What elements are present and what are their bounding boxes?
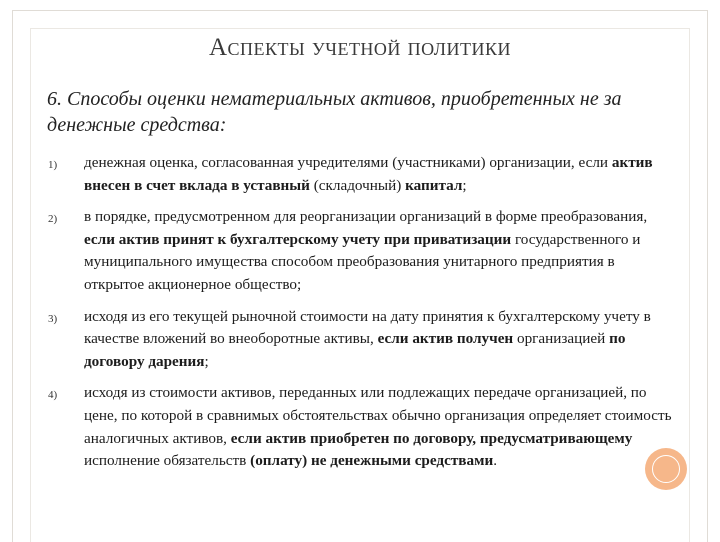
list-item-3 (48, 306, 678, 374)
list-item-4 (48, 382, 678, 472)
text-run: исходя из стоимости активов, переданных или подлежащих передаче организацией, по цене, по которой в сравнимых обстоятельствах обычно организация определяет стоимость аналогичных активов, (84, 384, 672, 447)
text-run-bold: капитал (405, 176, 463, 194)
item-text (84, 308, 651, 370)
item-text (84, 208, 647, 293)
list-item-number: 1) (48, 159, 58, 171)
text-run: государственного и муниципального имущества способом преобразования унитарного предприятия в открытое акционерное общество; (84, 230, 641, 293)
text-run: (складочный) (309, 176, 406, 194)
slide-subtitle: 6. Способы оценки нематериальных активов, приобретенных не за денежные средства: (47, 88, 622, 136)
text-run: в порядке, предусмотренном для реорганизации организаций в форме преобразования, (84, 208, 648, 226)
text-run: исполнение обязательств (84, 452, 251, 470)
list-item-1 (48, 152, 678, 197)
text-run: . (493, 452, 497, 470)
text-run-bold: по договору дарения (84, 330, 626, 370)
list-item-number: 3) (48, 312, 58, 325)
item-text (84, 154, 653, 194)
methods-list (48, 152, 678, 482)
text-run-bold: актив внесен в счет вклада в уставный (84, 154, 653, 194)
list-item-number: 2) (48, 213, 58, 226)
text-run-bold: если актив принят к бухгалтерскому учету при приватизации (84, 230, 512, 248)
text-run: организацией (513, 330, 610, 348)
text-run: ; (462, 176, 467, 194)
item-text (84, 384, 672, 469)
decorative-circle-ring (652, 455, 680, 483)
text-run: денежная оценка, согласованная учредителями (участниками) организации, если (84, 154, 612, 171)
list-item-number: 4) (48, 389, 58, 402)
text-run: ; (204, 352, 209, 370)
list-item-2 (48, 206, 678, 296)
text-run: исходя из его текущей рыночной стоимости на дату принятия к бухгалтерскому учету в качестве вложений во внеоборотные активы, (84, 307, 651, 348)
text-run-bold: если актив приобретен по договору, предусматривающему (230, 429, 633, 447)
text-run-bold: если актив получен (377, 330, 514, 348)
slide-title: Аспекты учетной политики (209, 34, 511, 61)
text-run-bold: (оплату) не денежными средствами (250, 452, 494, 470)
